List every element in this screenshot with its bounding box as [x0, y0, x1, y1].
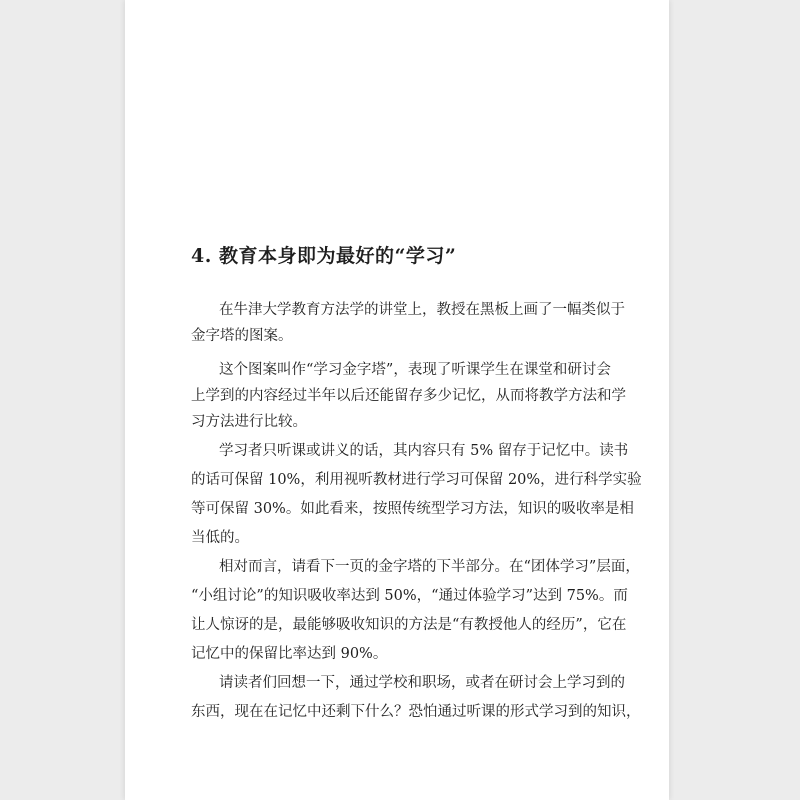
- text-line: 习方法进行比较。: [191, 414, 307, 430]
- book-page: [125, 0, 669, 800]
- text-line: 记忆中的保留比率达到 90%。: [191, 646, 388, 662]
- text-line: 上学到的内容经过半年以后还能留存多少记忆，从而将教学方法和学: [191, 388, 626, 404]
- text-line: 请读者们回想一下，通过学校和职场，或者在研讨会上学习到的: [219, 675, 625, 691]
- text-line: “小组讨论”的知识吸收率达到 50%，“通过体验学习”达到 75%。而: [191, 588, 628, 604]
- text-line: 学习者只听课或讲义的话，其内容只有 5% 留存于记忆中。读书: [219, 443, 629, 459]
- text-line: 的话可保留 10%，利用视听教材进行学习可保留 20%，进行科学实验: [191, 472, 642, 488]
- text-line: 东西，现在在记忆中还剩下什么？恐怕通过听课的形式学习到的知识，: [191, 704, 641, 720]
- text-line: 相对而言，请看下一页的金字塔的下半部分。在“团体学习”层面，: [219, 559, 640, 575]
- text-line: 当低的。: [191, 530, 249, 546]
- text-line: 让人惊讶的是，最能够吸收知识的方法是“有教授他人的经历”，它在: [191, 617, 627, 633]
- text-line: 在牛津大学教育方法学的讲堂上，教授在黑板上画了一幅类似于: [219, 302, 625, 318]
- text-line: 金字塔的图案。: [191, 328, 293, 344]
- text-line: 等可保留 30%。如此看来，按照传统型学习方法，知识的吸收率是相: [191, 501, 634, 517]
- section-heading: 4. 教育本身即为最好的“学习”: [191, 245, 457, 267]
- text-line: 这个图案叫作“学习金字塔”，表现了听课学生在课堂和研讨会: [219, 362, 611, 378]
